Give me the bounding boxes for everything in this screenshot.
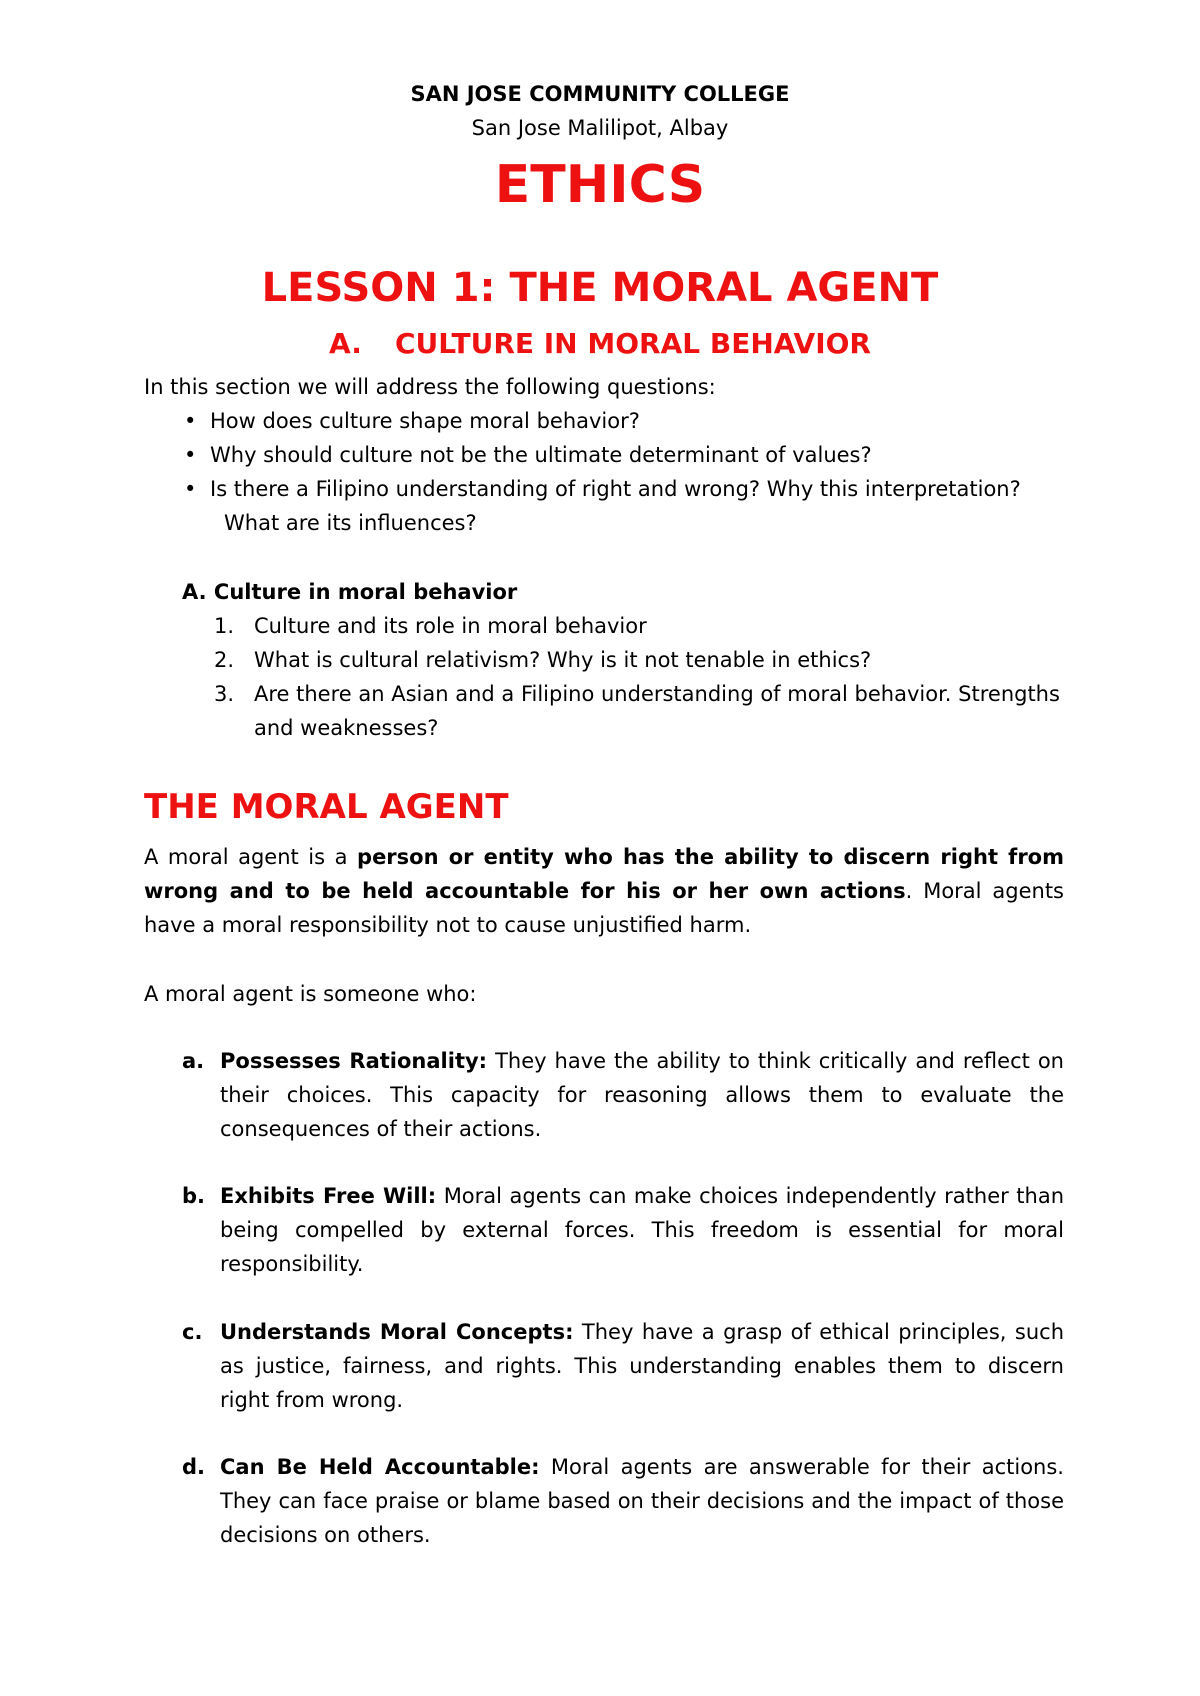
trait-letter: d. — [182, 1455, 206, 1479]
outline-item: 1. Culture and its role in moral behavior — [214, 614, 647, 638]
trait-term: Understands Moral Concepts: — [220, 1320, 574, 1344]
section-title — [0, 325, 1200, 363]
outline-item: 3. Are there an Asian and a Filipino understanding of moral behavior. Strengths — [214, 682, 1060, 706]
trait-letter: a. — [182, 1049, 205, 1073]
lead-text: A moral agent is someone who: — [144, 982, 477, 1006]
list-item: • Why should culture not be the ultimate determinant of values? — [184, 438, 872, 472]
bullet-icon: • — [184, 443, 197, 467]
trait-item: a. Possesses Rationality: They have the ability to think critically and reflect on their choices. This capacity for reasoning allows them to evaluate the consequences of their actions. — [182, 1044, 1064, 1146]
moral-agent-heading: THE MORAL AGENT — [144, 787, 509, 827]
definition-bold: person or entity who has the ability to discern right from wrong and to be held accountable for his or her own actions — [144, 845, 1064, 903]
trait-item: c. Understands Moral Concepts: They have a grasp of ethical principles, such as justice, fairness, and rights. This understanding enables them to discern right from wrong. — [182, 1315, 1064, 1417]
trait-item: b. Exhibits Free Will: Moral agents can make choices independently rather than being compelled by external forces. This freedom is essential for moral responsibility. — [182, 1179, 1064, 1281]
section-letter: A. — [329, 327, 362, 360]
college-address: San Jose Malilipot, Albay — [471, 116, 729, 140]
outline-heading: A. Culture in moral behavior — [182, 580, 518, 604]
intro-text: In this section we will address the following questions: — [144, 375, 716, 399]
definition-paragraph: A moral agent is a person or entity who has the ability to discern right from wrong and to be held accountable for his or her own actions. Moral agents have a moral responsibility not to cause unjustified harm. — [144, 845, 1064, 937]
trait-letter: b. — [182, 1184, 206, 1208]
list-item: • How does culture shape moral behavior? — [184, 404, 640, 438]
list-item-continued: What are its influences? — [224, 511, 477, 535]
outline-item-continued: and weaknesses? — [254, 716, 439, 740]
trait-term: Can Be Held Accountable: — [220, 1455, 540, 1479]
section-title-text: CULTURE IN MORAL BEHAVIOR — [395, 327, 871, 360]
outline-item: 2. What is cultural relativism? Why is it not tenable in ethics? — [214, 648, 872, 672]
bullet-icon: • — [184, 409, 197, 433]
lesson-title: LESSON 1: THE MORAL AGENT — [261, 265, 939, 311]
college-name: SAN JOSE COMMUNITY COLLEGE — [410, 82, 790, 106]
list-item: • Is there a Filipino understanding of right and wrong? Why this interpretation? — [184, 472, 1021, 506]
subject-title: ETHICS — [494, 155, 706, 215]
bullet-icon: • — [184, 477, 197, 501]
trait-letter: c. — [182, 1320, 203, 1344]
trait-term: Possesses Rationality: — [220, 1049, 488, 1073]
trait-term: Exhibits Free Will: — [220, 1184, 437, 1208]
trait-item: d. Can Be Held Accountable: Moral agents are answerable for their actions. They can face praise or blame based on their decisions and the impact of those decisions on others. — [182, 1450, 1064, 1552]
